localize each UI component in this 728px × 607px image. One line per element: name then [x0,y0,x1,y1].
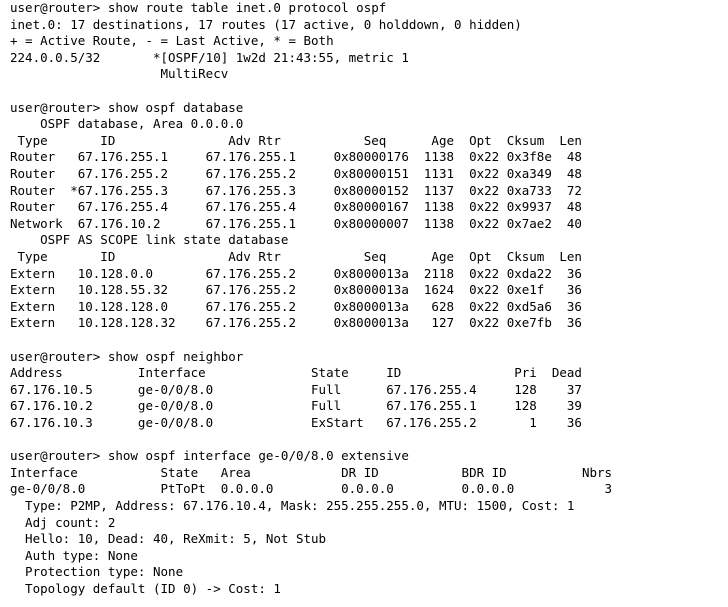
route-table-summary: inet.0: 17 destinations, 17 routes (17 active, 0 holddown, 0 hidden) [10,16,522,32]
interface-detail-line: Hello: 10, Dead: 40, ReXmit: 5, Not Stub [10,531,327,547]
database-column-headers: Type ID Adv Rtr Seq Age Opt Cksum Len [10,132,582,148]
interface-detail-line: Protection type: None [10,564,184,580]
route-entry-nexthop: MultiRecv [10,66,229,82]
interface-detail-line: Auth type: None [10,547,138,563]
as-scope-row: Extern 10.128.128.32 67.176.255.2 0x8000013a 127 0x22 0xe7fb 36 [10,315,582,331]
command-prompt-show-database: user@router> show ospf database [10,99,244,115]
database-row: Router 67.176.255.4 67.176.255.4 0x80000167 1138 0x22 0x9937 48 [10,199,582,215]
route-entry: 224.0.0.5/32 *[OSPF/10] 1w2d 21:43:55, metric 1 [10,49,409,65]
as-scope-row: Extern 10.128.0.0 67.176.255.2 0x8000013a 2118 0x22 0xda22 36 [10,265,582,281]
neighbor-row: 67.176.10.3 ge-0/0/8.0 ExStart 67.176.255.2 1 36 [10,415,582,430]
as-scope-row: Extern 10.128.128.0 67.176.255.2 0x8000013a 628 0x22 0xd5a6 36 [10,298,582,314]
interface-detail-line: Type: P2MP, Address: 67.176.10.4, Mask: 255.255.255.0, MTU: 1500, Cost: 1 [10,498,575,513]
interface-detail-line: Adj count: 2 [10,514,116,530]
command-prompt-show-neighbor: user@router> show ospf neighbor [10,348,244,364]
interface-column-headers: Interface State Area DR ID BDR ID Nbrs [10,464,613,480]
interface-detail-line: Topology default (ID 0) -> Cost: 1 [10,581,281,596]
database-area-heading: OSPF database, Area 0.0.0.0 [10,116,244,132]
neighbor-row: 67.176.10.2 ge-0/0/8.0 Full 67.176.255.1 128 39 [10,398,582,414]
database-row: Router *67.176.255.3 67.176.255.3 0x80000152 1137 0x22 0xa733 72 [10,182,582,198]
neighbor-column-headers: Address Interface State ID Pri Dead [10,365,582,381]
as-scope-heading: OSPF AS SCOPE link state database [10,232,289,248]
neighbor-row: 67.176.10.5 ge-0/0/8.0 Full 67.176.255.4 128 37 [10,381,582,397]
database-row: Router 67.176.255.2 67.176.255.2 0x80000151 1131 0x22 0xa349 48 [10,166,582,181]
database-row: Network 67.176.10.2 67.176.255.1 0x80000007 1138 0x22 0x7ae2 40 [10,215,582,231]
command-prompt-show-route: user@router> show route table inet.0 protocol ospf [10,0,387,15]
as-scope-column-headers: Type ID Adv Rtr Seq Age Opt Cksum Len [10,249,582,264]
as-scope-row: Extern 10.128.55.32 67.176.255.2 0x8000013a 1624 0x22 0xe1f 36 [10,282,582,298]
route-legend: + = Active Route, - = Last Active, * = Both [10,33,334,49]
interface-row: ge-0/0/8.0 PtToPt 0.0.0.0 0.0.0.0 0.0.0.0 3 [10,481,613,497]
database-row: Router 67.176.255.1 67.176.255.1 0x80000176 1138 0x22 0x3f8e 48 [10,149,582,165]
command-prompt-show-interface: user@router> show ospf interface ge-0/0/8.0 extensive [10,448,409,464]
